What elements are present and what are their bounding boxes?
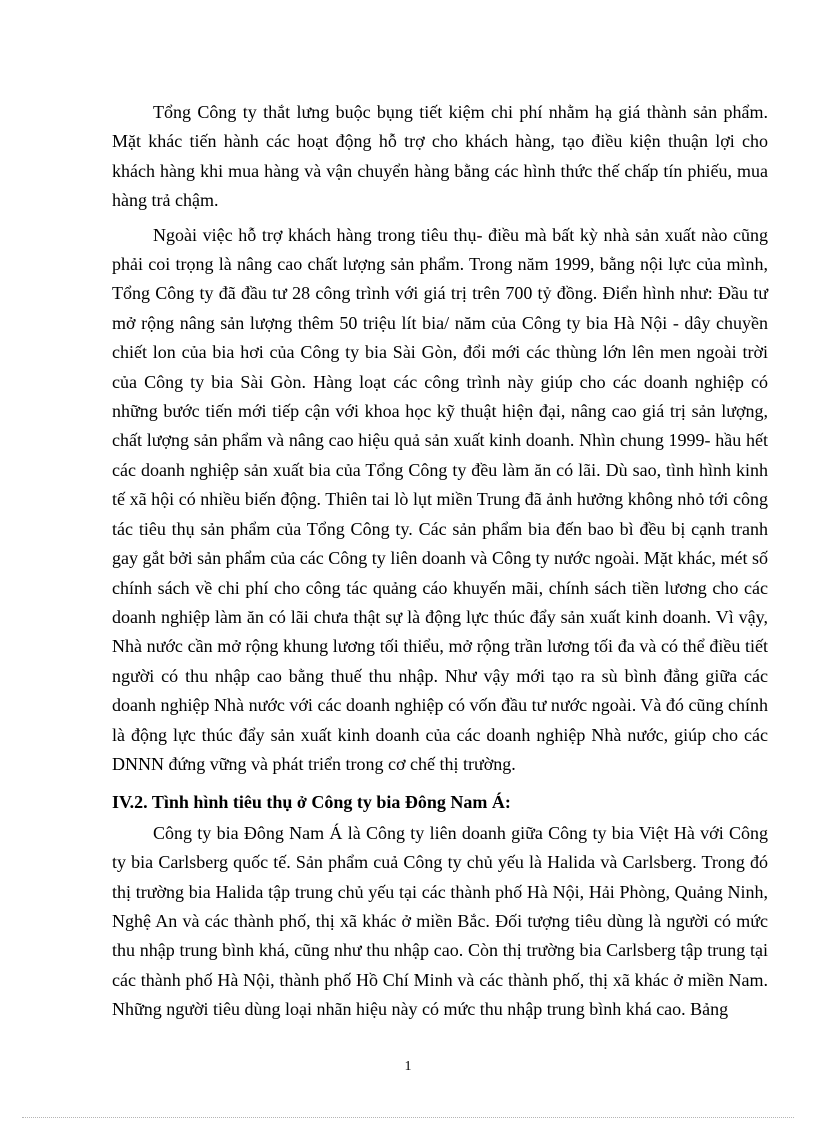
page-bottom-divider bbox=[22, 1117, 794, 1118]
document-page bbox=[112, 98, 768, 1025]
paragraph-cost-saving: Tổng Công ty thắt lưng buộc bụng tiết kiệm chi phí nhằm hạ giá thành sản phẩm. Mặt khác tiến hành các hoạt động hỗ trợ cho khách hàng, tạo điều kiện thuận lợi cho khách hàng khi mua hàng và vận chuyển hàng bằng các hình thức thế chấp tín phiếu, mua hàng trả chậm. bbox=[112, 102, 768, 211]
section-heading: IV.2. Tình hình tiêu thụ ở Công ty bia Đông Nam Á: bbox=[112, 792, 511, 813]
paragraph-dong-nam-a: Công ty bia Đông Nam Á là Công ty liên doanh giữa Công ty bia Việt Hà với Công ty bia Carlsberg quốc tế. Sản phẩm cuả Công ty chủ yếu là Halida và Carlsberg. Trong đó thị trường bia Halida tập trung chủ yếu tại các thành phố Hà Nội, Hải Phòng, Quảng Ninh, Nghệ An và các thành phố, thị xã khác ở miền Bắc. Đối tượng tiêu dùng là người có mức thu nhập trung bình khá, cũng như thu nhập cao. Còn thị trường bia Carlsberg tập trung tại các thành phố Hà Nội, thành phố Hồ Chí Minh và các thành phố, thị xã khác ở miền Nam. Những người tiêu dùng loại nhãn hiệu này có mức thu nhập trung bình khá cao. Bảng bbox=[112, 822, 768, 1020]
page-number: 1 bbox=[404, 1059, 412, 1074]
paragraph-quality-investment: Ngoài việc hỗ trợ khách hàng trong tiêu thụ- điều mà bất kỳ nhà sản xuất nào cũng phải coi trọng là nâng cao chất lượng sản phẩm. Trong năm 1999, bằng nội lực của mình, Tổng Công ty đã đầu tư 28 công trình với giá trị trên 700 tỷ đồng. Điển hình như: Đầu tư mở rộng nâng sản lượng thêm 50 triệu lít bia/ năm của Công ty bia Hà Nội - dây chuyền chiết lon của bia hơi của Công ty bia Sài Gòn, đổi mới các thùng lớn lên men ngoài trời của Công ty bia Sài Gòn. Hàng loạt các công trình này giúp cho các doanh nghiệp có những bước tiến mới tiếp cận với khoa học kỹ thuật hiện đại, nâng cao giá trị sản lượng, chất lượng sản phẩm và nâng cao hiệu quả sản xuất kinh doanh. Nhìn chung 1999- hầu hết các doanh nghiệp sản xuất bia của Tổng Công ty đều làm ăn có lãi. Dù sao, tình hình kinh tế xã hội có nhiều biến động. Thiên tai lò lụt miền Trung đã ảnh hưởng không nhỏ tới công tác tiêu thụ sản phẩm của Tổng Công ty. Các sản phẩm bia đến bao bì đều bị cạnh tranh gay gắt bởi sản phẩm của các Công ty liên doanh và Công ty nước ngoài. Mặt khác, mét số chính sách về chi phí cho công tác quảng cáo khuyến mãi, chính sách tiền lương cho các doanh nghiệp làm ăn có lãi chưa thật sự là động lực thúc đẩy sản xuất kinh doanh. Vì vậy, Nhà nước cần mở rộng khung lương tối thiểu, mở rộng trần lương tối đa và có thể điều tiết người có thu nhập cao bằng thuế thu nhập. Như vậy mới tạo ra sù bình đẳng giữa các doanh nghiệp Nhà nước với các doanh nghiệp có vốn đầu tư nước ngoài. Và đó cũng chính là động lực thúc đẩy sản xuất kinh doanh của các doanh nghiệp Nhà nước, giúp cho các DNNN đứng vững và phát triển trong cơ chế thị trường. bbox=[112, 224, 768, 774]
